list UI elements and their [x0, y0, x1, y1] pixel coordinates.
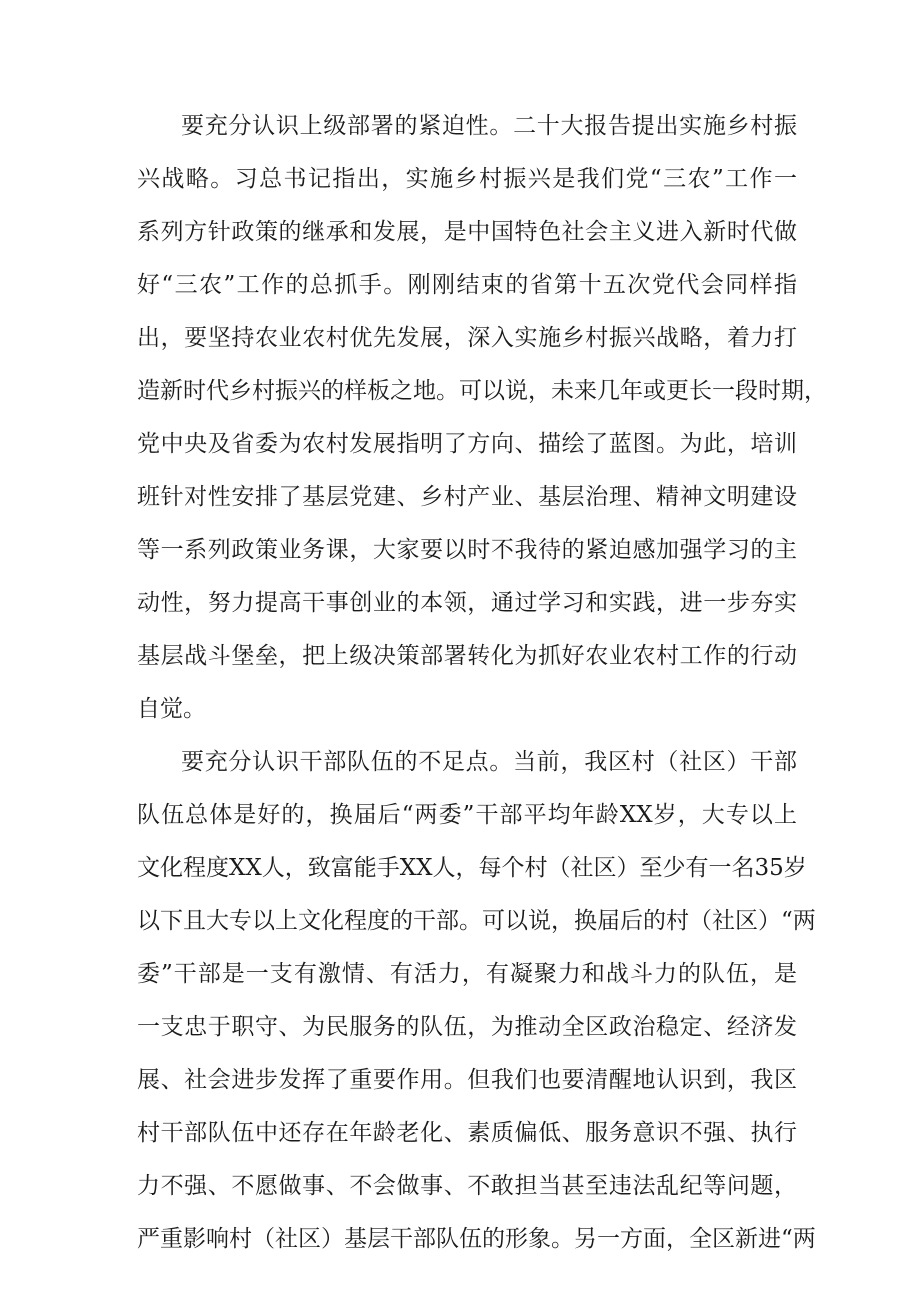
paragraph-1-line-9: 等一系列政策业务课，大家要以时不我待的紧迫感加强学习的主 — [137, 537, 797, 563]
paragraph-1-line-11: 基层战斗堡垒，把上级决策部署转化为抓好农业农村工作的行动 — [137, 643, 797, 669]
paragraph-1-line-6: 造新时代乡村振兴的样板之地。可以说，未来几年或更长一段时期， — [137, 378, 827, 404]
paragraph-2-line-7: 展、社会进步发挥了重要作用。但我们也要清醒地认识到，我区 — [137, 1067, 797, 1093]
paragraph-2-line-4: 以下且大专以上文化程度的干部。可以说，换届后的村（社区）“两 — [137, 908, 816, 934]
paragraph-1-line-5: 出，要坚持农业农村优先发展，深入实施乡村振兴战略，着力打 — [137, 325, 797, 351]
paragraph-1-line-1: 要充分认识上级部署的紧迫性。二十大报告提出实施乡村振 — [181, 113, 797, 139]
paragraph-2-line-3: 文化程度XX人，致富能手XX人，每个村（社区）至少有一名35岁 — [137, 855, 807, 881]
paragraph-1-line-2: 兴战略。习总书记指出，实施乡村振兴是我们党“三农”工作一 — [137, 166, 797, 192]
paragraph-1-line-3: 系列方针政策的继承和发展，是中国特色社会主义进入新时代做 — [137, 219, 797, 245]
paragraph-1-line-8: 班针对性安排了基层党建、乡村产业、基层治理、精神文明建设 — [137, 484, 797, 510]
paragraph-1-line-12: 自觉。 — [137, 696, 206, 722]
paragraph-2-line-9: 力不强、不愿做事、不会做事、不敢担当甚至违法乱纪等问题， — [137, 1173, 797, 1199]
paragraph-2-line-10: 严重影响村（社区）基层干部队伍的形象。另一方面，全区新进“两 — [137, 1226, 816, 1252]
paragraph-2-line-6: 一支忠于职守、为民服务的队伍，为推动全区政治稳定、经济发 — [137, 1014, 797, 1040]
paragraph-2-line-2: 队伍总体是好的，换届后“两委”干部平均年龄XX岁，大专以上 — [137, 802, 797, 828]
paragraph-2-line-8: 村干部队伍中还存在年龄老化、素质偏低、服务意识不强、执行 — [137, 1120, 797, 1146]
paragraph-1-line-10: 动性，努力提高干事创业的本领，通过学习和实践，进一步夯实 — [137, 590, 797, 616]
paragraph-1-line-4: 好“三农”工作的总抓手。刚刚结束的省第十五次党代会同样指 — [137, 272, 797, 298]
paragraph-1-line-7: 党中央及省委为农村发展指明了方向、描绘了蓝图。为此，培训 — [137, 431, 797, 457]
paragraph-2-line-5: 委”干部是一支有激情、有活力，有凝聚力和战斗力的队伍，是 — [137, 961, 797, 987]
paragraph-2-line-1: 要充分认识干部队伍的不足点。当前，我区村（社区）干部 — [181, 749, 797, 775]
